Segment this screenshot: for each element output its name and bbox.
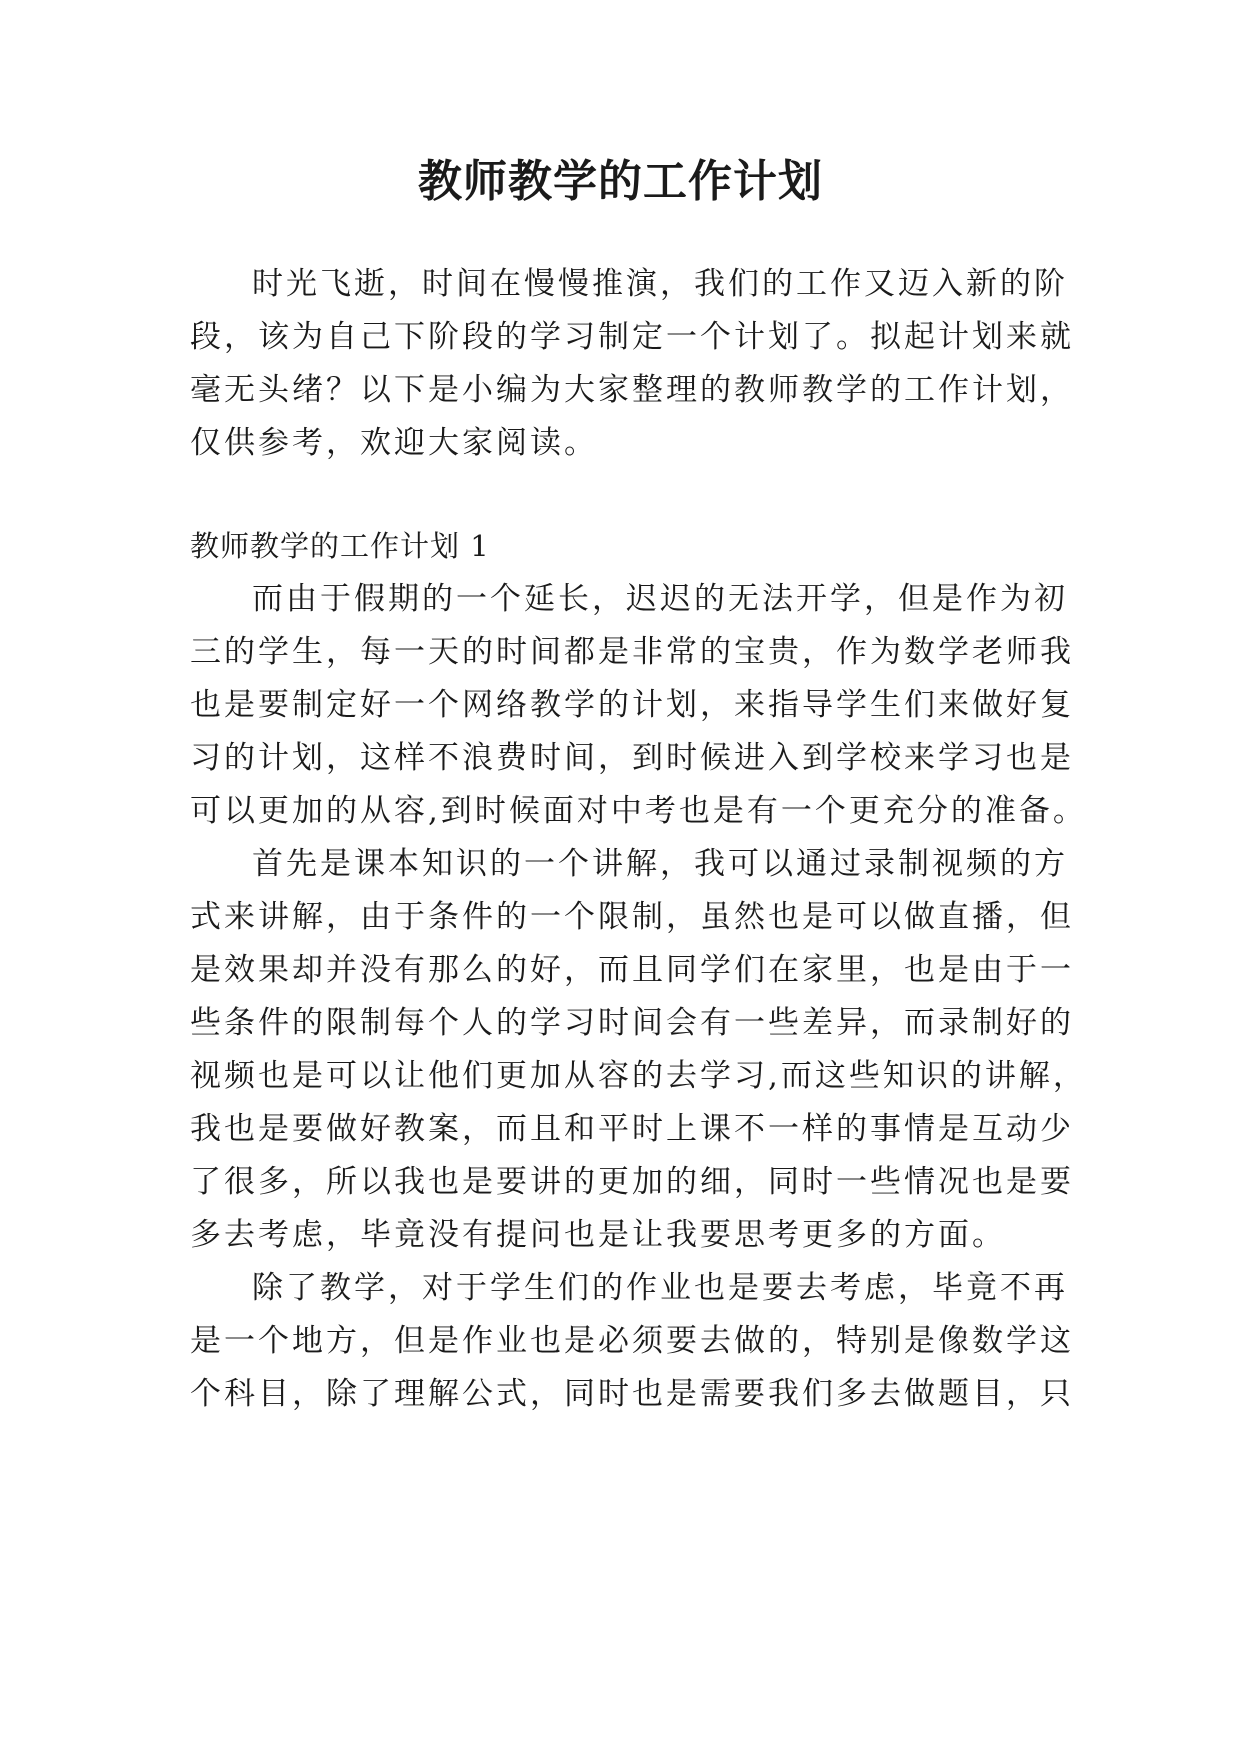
document-title: 教师教学的工作计划	[418, 156, 823, 207]
section-heading: 教师教学的工作计划 1	[190, 529, 490, 563]
paragraph-line: 而由于假期的一个延长，迟迟的无法开学，但是作为初	[252, 581, 1068, 617]
paragraph-line: 视频也是可以让他们更加从容的去学习,而这些知识的讲解，	[190, 1058, 1087, 1094]
paragraph-line: 首先是课本知识的一个讲解，我可以通过录制视频的方	[252, 846, 1068, 882]
intro-line: 仅供参考，欢迎大家阅读。	[190, 425, 598, 461]
intro-line: 段，该为自己下阶段的学习制定一个计划了。拟起计划来就	[190, 319, 1074, 355]
intro-line: 时光飞逝，时间在慢慢推演，我们的工作又迈入新的阶	[252, 266, 1068, 302]
paragraph-line: 我也是要做好教案，而且和平时上课不一样的事情是互动少	[190, 1111, 1074, 1147]
paragraph-line: 了很多，所以我也是要讲的更加的细，同时一些情况也是要	[190, 1164, 1074, 1200]
paragraph-line: 多去考虑，毕竟没有提问也是让我要思考更多的方面。	[190, 1217, 1006, 1253]
paragraph-line: 三的学生，每一天的时间都是非常的宝贵，作为数学老师我	[190, 634, 1074, 670]
paragraph-line: 个科目，除了理解公式，同时也是需要我们多去做题目，只	[190, 1376, 1074, 1412]
paragraph-line: 可以更加的从容,到时候面对中考也是有一个更充分的准备。	[190, 793, 1087, 829]
paragraph-line: 也是要制定好一个网络教学的计划，来指导学生们来做好复	[190, 687, 1074, 723]
paragraph-line: 式来讲解，由于条件的一个限制，虽然也是可以做直播，但	[190, 899, 1074, 935]
paragraph-line: 习的计划，这样不浪费时间，到时候进入到学校来学习也是	[190, 740, 1074, 776]
paragraph-line: 是效果却并没有那么的好，而且同学们在家里，也是由于一	[190, 952, 1074, 988]
paragraph-line: 是一个地方，但是作业也是必须要去做的，特别是像数学这	[190, 1323, 1074, 1359]
paragraph-line: 除了教学，对于学生们的作业也是要去考虑，毕竟不再	[252, 1270, 1068, 1306]
paragraph-line: 些条件的限制每个人的学习时间会有一些差异，而录制好的	[190, 1005, 1074, 1041]
intro-line: 毫无头绪？以下是小编为大家整理的教师教学的工作计划，	[190, 372, 1074, 408]
